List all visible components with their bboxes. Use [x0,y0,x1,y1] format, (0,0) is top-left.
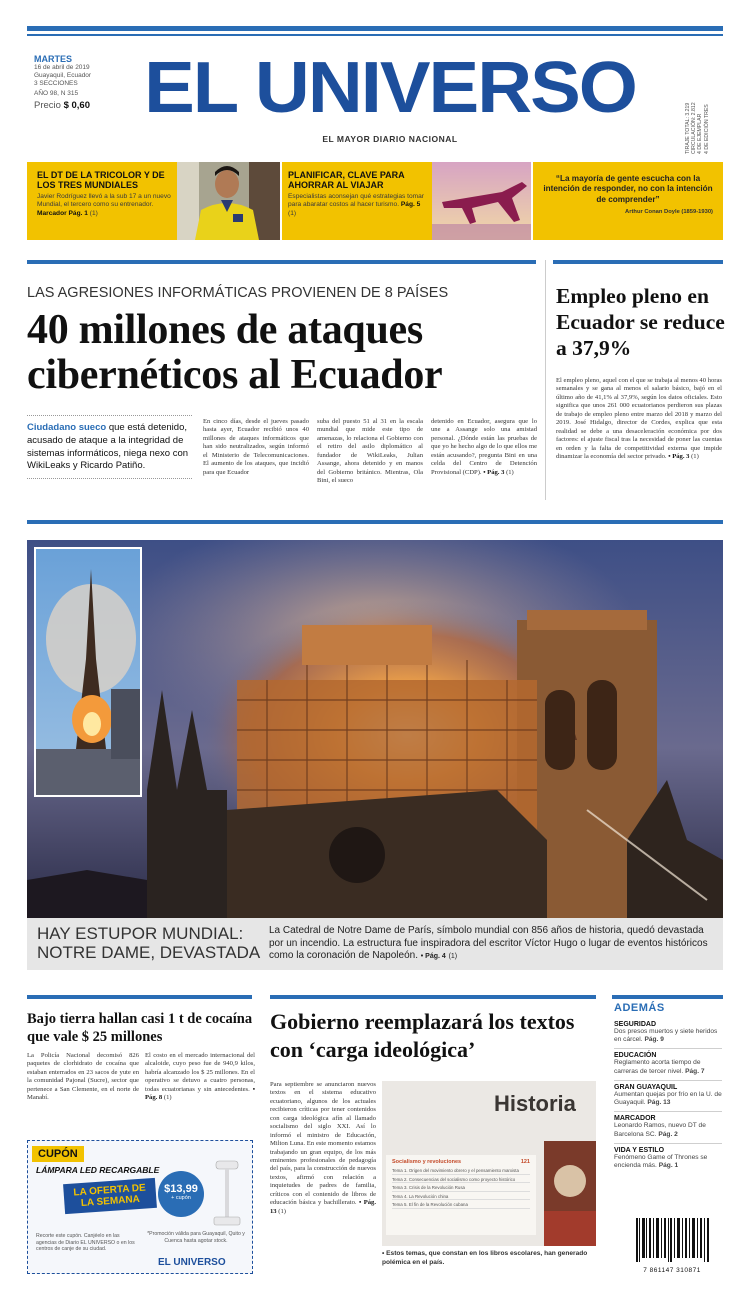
teaser-sport-photo [177,162,280,240]
education-ref[interactable]: • Pág. 13 [270,1199,376,1215]
book-line: Tema 1. Origen del movimiento obrero y el pensamiento marxista [392,1168,530,1175]
ademas-item-text: Leonardo Ramos, nuevo DT de Barcelona SC. [614,1122,706,1138]
top-rule-thick [27,26,723,31]
coach-photo-icon [177,162,280,240]
coupon-tag: CUPÓN [32,1146,84,1162]
book-title: Historia [494,1091,576,1116]
top-rule-thin [27,34,723,36]
ademas-item[interactable] [614,1144,722,1174]
teaser-sport[interactable] [27,162,280,240]
photo-ref[interactable]: • Pág. 4 [420,953,446,961]
ademas-item-ref: Pág. 7 [685,1067,705,1075]
coupon-offer: LA OFERTA DE LA SEMANA [63,1178,157,1214]
ademas-title: ADEMÁS [614,1002,665,1014]
photo-caption-title [27,925,269,962]
coupon-ad[interactable] [27,1140,253,1274]
photo-caption-title-line-1: HAY ESTUPOR MUNDIAL: [37,924,244,944]
ademas-item[interactable] [614,1081,722,1112]
masthead-sections: 3 SECCIONES [34,80,78,88]
teaser-sport-body [37,193,171,218]
coupon-note-right: *Promoción válida para Guayaquil, Quito y Cuenca hasta agotar stock. [147,1231,245,1244]
lead-headline-line-2: cibernéticos al Ecuador [27,352,443,399]
teaser-quote [533,162,723,240]
barcode-icon [632,1218,712,1262]
coupon-price-note: + cupón [171,1195,191,1201]
teaser-sport-title: EL DT DE LA TRICOLOR Y DE LOS TRES MUNDIALES [37,170,165,191]
masthead-date: 16 de abril de 2019 [34,64,90,71]
quote-author: Arthur Conan Doyle (1859-1930) [625,208,713,215]
side-headline[interactable]: Empleo pleno en Ecuador se reduce a 37,9% [556,284,725,360]
cocaine-ref[interactable]: • Pág. 8 [145,1085,255,1102]
masthead-price [34,100,144,111]
cocaine-headline[interactable]: Bajo tierra hallan casi 1 t de cocaína que vale $ 25 millones [27,1011,253,1046]
education-ref-count: (1) [278,1207,286,1215]
lead-side-divider [545,260,546,500]
photo-caption-text [269,925,719,963]
lead-column-3 [431,418,537,477]
cocaine-ref-count: (1) [163,1094,172,1102]
lead-kicker: LAS AGRESIONES INFORMÁTICAS PROVIENEN DE 8 PAÍSES [27,285,449,301]
lead-column-2: suba del puesto 51 al 31 en la escala mundial que mide este tipo de amenazas, lo relaciona el Gobierno con el retiro del asilo diplomático al fundador de WikiLeaks, Julian Assange, ahora detenido y en manos del Gobierno británico. Mientras, Ola Bini, el sueco [317,418,423,485]
lead-rule [27,260,536,264]
teaser-travel-photo [432,162,531,240]
coupon-price-badge [158,1171,204,1217]
photo-ref-count: (1) [448,953,458,961]
masthead-right-info-line: 4 DE EJEMPLAR [697,113,704,154]
education-body-text: Para septiembre se anunciaron nuevos textos en el sistema educativo ecuatoriano, algunos de los actuales recibieron críticas por tener contenidos con carga ideológica afín al llamado socialismo del siglo XXI. Así lo informó el ministro de Educación, Milton Luna. En este momento estamos trabajando un gran equipo, de los más eminentes profesionales de pedagogía del país, para la construcción de nuevos textos, afirmó con relación a inquietudes de padres de familia, críticos con el contenido de libros de educación básica y bachillerato. [270,1081,376,1207]
cocaine-col-2 [145,1052,255,1103]
ademas-item-head: EDUCACIÓN [614,1052,657,1060]
masthead-price-label: Precio [34,99,61,111]
ademas-item-head: MARCADOR [614,1115,656,1123]
side-rule [553,260,723,264]
barcode-number: 7 861147 310871 [643,1267,701,1274]
ademas-item[interactable] [614,1049,722,1080]
masthead-slogan: EL MAYOR DIARIO NACIONAL [322,134,458,144]
cocaine-rule [27,995,252,999]
ademas-item-ref: Pág. 2 [658,1130,678,1138]
lead-summary-text: que está detenido, acusado de ataque a la integridad de sistemas informáticos, niega nexo con WikiLeaks y Ricardo Patiño. [27,422,189,472]
lamp-icon [208,1159,248,1229]
masthead-right-info-line: 4 DE EDICIÓN TRES [703,104,710,154]
ademas-item-ref: Pág. 1 [658,1162,679,1170]
notre-dame-photo[interactable] [27,540,723,918]
ademas-item-ref: Pág. 13 [647,1099,671,1107]
side-body [556,377,722,461]
masthead-right-info-line: TIRAJE TOTAL: 3.219 [685,102,691,154]
photo-caption-body: La Catedral de Notre Dame de París, símbolo mundial con 856 años de historia, quedó devastada por un incendio. La estructura fue inspiradora del escritor Víctor Hugo o lugar de eventos históricos como la coronación de Napoleón. [269,924,708,962]
photo-caption-bar [27,918,723,970]
spire-inset-photo[interactable] [34,547,142,797]
book-line: Tema 2. Consecuencias del socialismo como proyecto histórico [392,1177,530,1184]
teaser-travel-body [288,193,426,218]
ademas-item-head: SEGURIDAD [614,1021,657,1028]
side-ref[interactable]: • Pág. 3 [668,452,690,460]
textbook-photo[interactable] [382,1081,596,1246]
coupon-product: LÁMPARA LED RECARGABLE [36,1165,160,1175]
education-headline[interactable]: Gobierno reemplazará los textos con ‘carga ideológica’ [270,1009,575,1062]
ademas-item-text: Fenómeno Game of Thrones se encienda más. [614,1153,708,1170]
photo-caption-title-line-2: NOTRE DAME, DEVASTADA [37,943,261,962]
ademas-item[interactable] [614,1112,722,1143]
lead-summary [27,415,192,479]
book-section: Socialismo y revoluciones [392,1159,462,1165]
barcode [632,1218,712,1274]
ademas-item-ref: Pág. 9 [644,1036,664,1044]
masthead-city: Guayaquil, Ecuador [34,72,92,80]
masthead-right-info [680,50,734,100]
masthead-right-info-block [686,100,720,154]
masthead-logo[interactable]: EL UNIVERSO [144,47,636,128]
ademas-item-text: Dos presos muertos y siete heridos en cárcel. [614,1028,718,1044]
airplane-icon [432,162,531,240]
burning-spire-icon [36,549,142,797]
cocaine-col-1: La Policía Nacional decomisó 826 paquetes de clorhidrato de cocaína que estaban enterrados en 23 sacos de yute en la comunidad Pajonal (Sucre), sector que pertenece a San Clemente, en el norte de Manabí. [27,1052,139,1102]
teaser-travel-count: (1) [288,209,297,217]
teaser-sport-ref: Marcador Pág. 1 [37,209,88,217]
book-page-number: 121 [520,1159,530,1165]
book-page [386,1155,536,1235]
quote-text: “La mayoría de gente escucha con la intención de responder, no con la intención de comprender” [543,174,713,204]
book-illustration-icon [544,1141,596,1246]
lead-column-3-text: detenido en Ecuador, asegura que lo une a Assange solo una amistad personal. ¿Dónde están las pruebas de que yo he hecho algo de lo que ellos me están acusando?, pregunta Bini en una celda del Centro de Detención Provisional (CDP). [431,418,537,476]
side-ref-count: (1) [691,452,699,460]
book-line: Tema 5. El fin de la Revolución cubana [392,1202,530,1209]
ademas-item-head: GRAN GUAYAQUIL [614,1083,678,1091]
textbook-photo-caption: • Estos temas, que constan en los libros escolares, han generado polémica en el país. [382,1250,588,1266]
teaser-travel-text [282,162,432,240]
cocaine-col-2-text: El costo en el mercado internacional del alcaloide, cuyo peso fue de 940,9 kilos, habría alcanzado los $ 25 millones. En el operativo se detuvo a cuatro personas, todas ecuatorianas y sin antecedentes. [145,1052,255,1093]
photo-rule [27,520,723,524]
ademas-item-text: Aumentan quejas por frío en la U. de Guayaquil. [614,1090,722,1107]
book-line: Tema 3. Crisis de la Revolución Rusa [392,1185,530,1192]
teaser-travel[interactable] [282,162,531,240]
ademas-rule [612,995,723,999]
teaser-sport-desc: Javier Rodríguez llevó a la sub 17 a un nuevo Mundial, el tercero como su entrenador. [37,193,171,209]
lead-headline[interactable] [27,308,542,399]
book-line: Tema 4. La Revolución china [392,1194,530,1201]
ademas-item-text: Reglamento acorta tiempo de carreras de tercer nivel. [614,1059,701,1075]
coupon-note-left: Recorte este cupón. Canjéelo en las agencias de Diario EL UNIVERSO o en los centros de canje de su ciudad. [36,1233,135,1252]
teaser-travel-ref: Pág. 5 [400,201,421,209]
teaser-sport-count: (1) [89,209,98,217]
education-body [270,1081,376,1216]
coupon-brand: EL UNIVERSO [158,1257,226,1268]
masthead-price-value: $ 0,60 [63,99,90,111]
masthead-left-info [34,54,144,111]
education-rule [270,995,596,999]
lead-column-1: En cinco días, desde el jueves pasado hasta ayer, Ecuador recibió unos 40 millones de ataques informáticos que han sido neutralizados, según informó el Ministerio de Telecomunicaciones. El aumento de los ataques, que incidió para que Ecuador [203,418,309,476]
ademas-item-head: VIDA Y ESTILO [614,1146,665,1154]
teaser-travel-title: PLANIFICAR, CLAVE PARA AHORRAR AL VIAJAR [288,170,405,191]
coupon-price: $13,99 [164,1183,198,1195]
ademas-list [614,1018,722,1174]
masthead-right-info-line: CIRCULACIÓN: 2.812 [691,102,698,154]
lead-ref[interactable]: • Pág. 3 [483,468,505,476]
teaser-travel-desc: Especialistas aconsejan qué estrategias tomar para abaratar costos al hacer turismo. [288,193,424,209]
lead-summary-highlight: Ciudadano sueco [27,422,107,433]
masthead-issue: AÑO 98, N 315 [34,90,79,98]
ademas-item[interactable] [614,1018,722,1049]
masthead-day: MARTES [34,54,72,64]
side-body-text: El empleo pleno, aquel con el que se trabaja al menos 40 horas semanales y se gana al menos el salario básico, bajó en el último año de 41,1% al 37,9%, según los datos oficiales. Esto significa que unos 261 000 ecuatorianos perdieron sus plazas de trabajo de empleo pleno entre marzo del 2018 y marzo del 2019. José Hidalgo, director de Cordes, explica que esta realidad se debe a una desaceleración económica por dos factores: el ajuste fiscal tras la necesidad de poner las cuentas en orden y la falta de competitividad externa que impide dinamizar la economía del sector privado. [556,377,722,460]
teaser-sport-text [27,162,177,240]
lead-headline-line-1: 40 millones de ataques [27,307,423,353]
lead-ref-count: (1) [506,468,514,476]
